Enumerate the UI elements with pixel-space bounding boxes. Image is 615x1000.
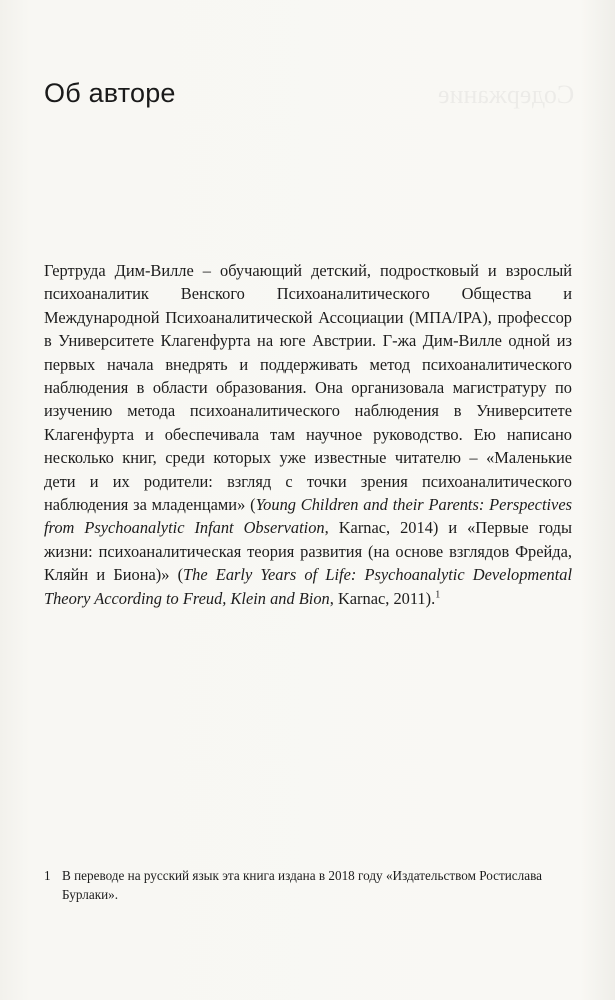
bio-text-part-3: , Karnac, 2011). xyxy=(329,588,436,608)
footnote-reference: 1 xyxy=(435,589,441,601)
footnote-number: 1 xyxy=(44,868,51,883)
book-title-early-years: The Early Years of Life: Psychoanalytic Developmental Theory According to Freud, Klein and Bion xyxy=(44,565,573,608)
footnote xyxy=(44,866,572,904)
author-bio-paragraph xyxy=(44,259,572,610)
bio-text-part-2: , Karnac, 2014) и «Первые годы жизни: психоаналитическая теория развития (на основе взглядов Фрейда, Кляйн и Биона)» ( xyxy=(44,518,572,585)
bleed-through-heading: Содержание xyxy=(438,80,575,109)
bio-text-part-1: Гертруда Дим-Вилле – обучающий детский, подростковый и взрослый психоаналитик Венского Психоаналитического Общества и Международной Психоаналитической Ассоциации (МПА/IPA), профессор в Университете Клагенфурта на юге Австрии. Г-жа Дим-Вилле одной из первых начала внедрять и поддерживать метод психоаналитического наблюдения в области образования. Она организовала магистратуру по изучению метода психоаналитического наблюдения в Университете Клагенфурта и обеспечивала там научное руководство. Ею написано несколько книг, среди которых уже известные читателю – «Маленькие дети и их родители: взгляд с точки зрения психоаналитического наблюдения за младенцами» ( xyxy=(44,261,572,515)
page-title: Об авторе xyxy=(44,78,176,108)
footnote-text: В переводе на русский язык эта книга издана в 2018 году «Издательством Ростислава Бурлаки». xyxy=(62,868,543,902)
book-title-young-children: Young Children and their Parents: Perspectives from Psychoanalytic Infant Observation xyxy=(44,495,572,538)
